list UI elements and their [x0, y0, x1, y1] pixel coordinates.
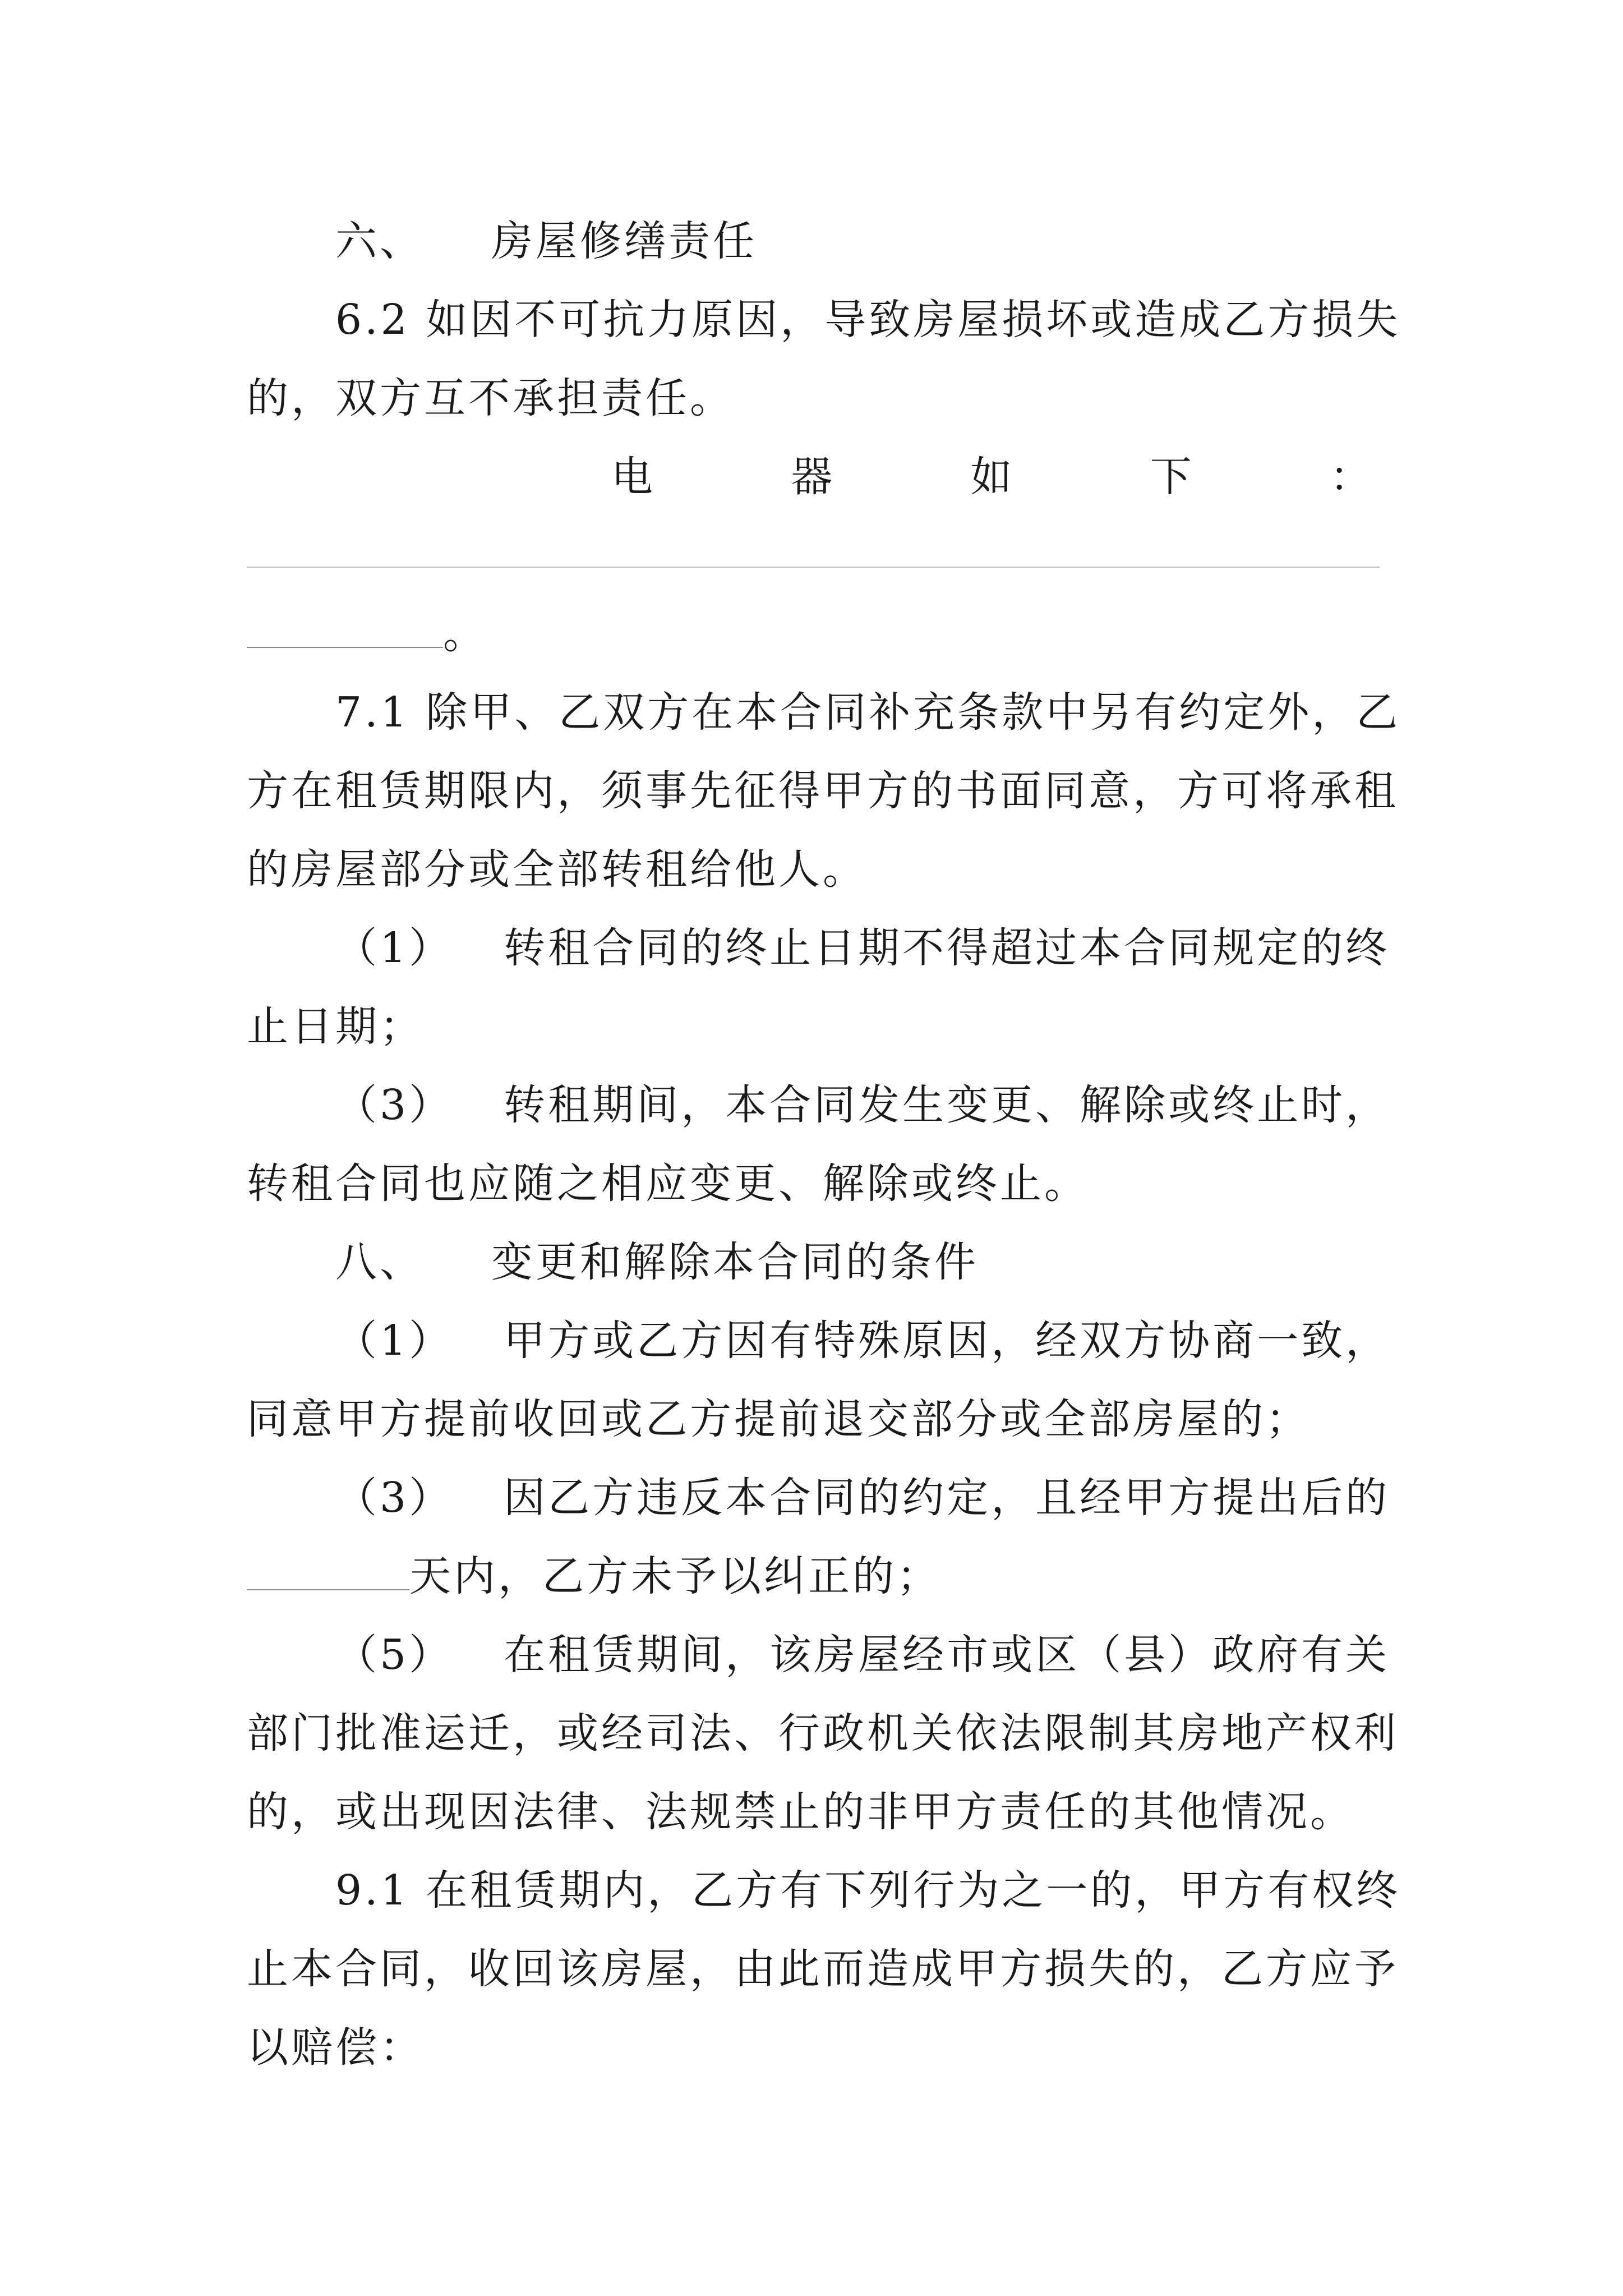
- termination-item-5-line-3: 的，或出现因法律、法规禁止的非甲方责任的其他情况。: [247, 1788, 1354, 1836]
- sublease-item-3-line-2: 转租合同也应随之相应变更、解除或终止。: [247, 1159, 1089, 1208]
- termination-item-5-line-1: [247, 1616, 1390, 1694]
- document-page: [247, 202, 1401, 2087]
- heading-number: 六、: [335, 217, 424, 265]
- end-mark: 。: [443, 610, 487, 658]
- appliances-blank-line: [247, 516, 1380, 595]
- heading-text: 变更和解除本合同的条件: [491, 1238, 979, 1286]
- appliances-char: 如: [970, 453, 1015, 501]
- appliances-char: 下: [1150, 453, 1195, 501]
- paragraph-9-1-line-2: 止本合同，收回该房屋，由此而造成甲方损失的，乙方应予: [247, 1945, 1399, 1993]
- termination-item-1-line-2: 同意甲方提前收回或乙方提前退交部分或全部房屋的；: [247, 1395, 1310, 1443]
- item-number: （1）: [335, 924, 454, 972]
- sublease-item-3-line-1: [247, 1066, 1390, 1144]
- fill-in-blank: [247, 613, 443, 648]
- paragraph-9-1-line-1: 9.1 在租赁期内，乙方有下列行为之一的，甲方有权终: [335, 1866, 1401, 1915]
- heading-number: 八、: [335, 1238, 424, 1286]
- item-number: （3）: [335, 1081, 454, 1129]
- item-text: 在租赁期间，该房屋经市或区（县）政府有关: [504, 1631, 1390, 1679]
- paragraph-7-1-line-2: 方在租赁期限内，须事先征得甲方的书面同意，方可将承租: [247, 767, 1399, 815]
- appliances-char: ：: [1330, 453, 1374, 501]
- item-text: 转租合同的终止日期不得超过本合同规定的终: [504, 924, 1390, 972]
- appliances-blank-end: [247, 595, 1380, 673]
- termination-item-3-line-2: [247, 1537, 1380, 1616]
- appliances-char: 器: [791, 453, 836, 501]
- termination-item-3-line-1: [247, 1458, 1390, 1537]
- item-number: （3）: [335, 1474, 454, 1522]
- item-number: （5）: [335, 1631, 454, 1679]
- sublease-item-1-line-2: 止日期；: [247, 1002, 424, 1051]
- sublease-item-1-line-1: [247, 909, 1390, 987]
- item-text: 天内，乙方未予以纠正的；: [409, 1552, 941, 1600]
- paragraph-6-2-line-2: 的，双方互不承担责任。: [247, 374, 734, 422]
- appliances-heading: [247, 438, 1380, 516]
- paragraph-9-1-line-3: 以赔偿：: [247, 2023, 424, 2072]
- item-text: 因乙方违反本合同的约定，且经甲方提出后的: [504, 1474, 1390, 1522]
- termination-item-1-line-1: [247, 1301, 1390, 1380]
- appliances-char: 电: [611, 453, 656, 501]
- fill-in-blank: [247, 1556, 409, 1590]
- fill-in-rule: [247, 567, 1380, 568]
- termination-item-5-line-2: 部门批准运迁，或经司法、行政机关依法限制其房地产权利: [247, 1709, 1399, 1757]
- paragraph-7-1-line-1: 7.1 除甲、乙双方在本合同补充条款中另有约定外，乙: [335, 688, 1401, 737]
- paragraph-6-2-line-1: 6.2 如因不可抗力原因，导致房屋损坏或造成乙方损失: [335, 296, 1401, 344]
- heading-text: 房屋修缮责任: [491, 217, 757, 265]
- section-heading-8: [247, 1223, 1380, 1301]
- paragraph-7-1-line-3: 的房屋部分或全部转租给他人。: [247, 845, 867, 894]
- section-heading-6: [247, 202, 1380, 280]
- item-text: 甲方或乙方因有特殊原因，经双方协商一致，: [504, 1317, 1390, 1365]
- item-number: （1）: [335, 1317, 454, 1365]
- item-text: 转租期间，本合同发生变更、解除或终止时，: [504, 1081, 1390, 1129]
